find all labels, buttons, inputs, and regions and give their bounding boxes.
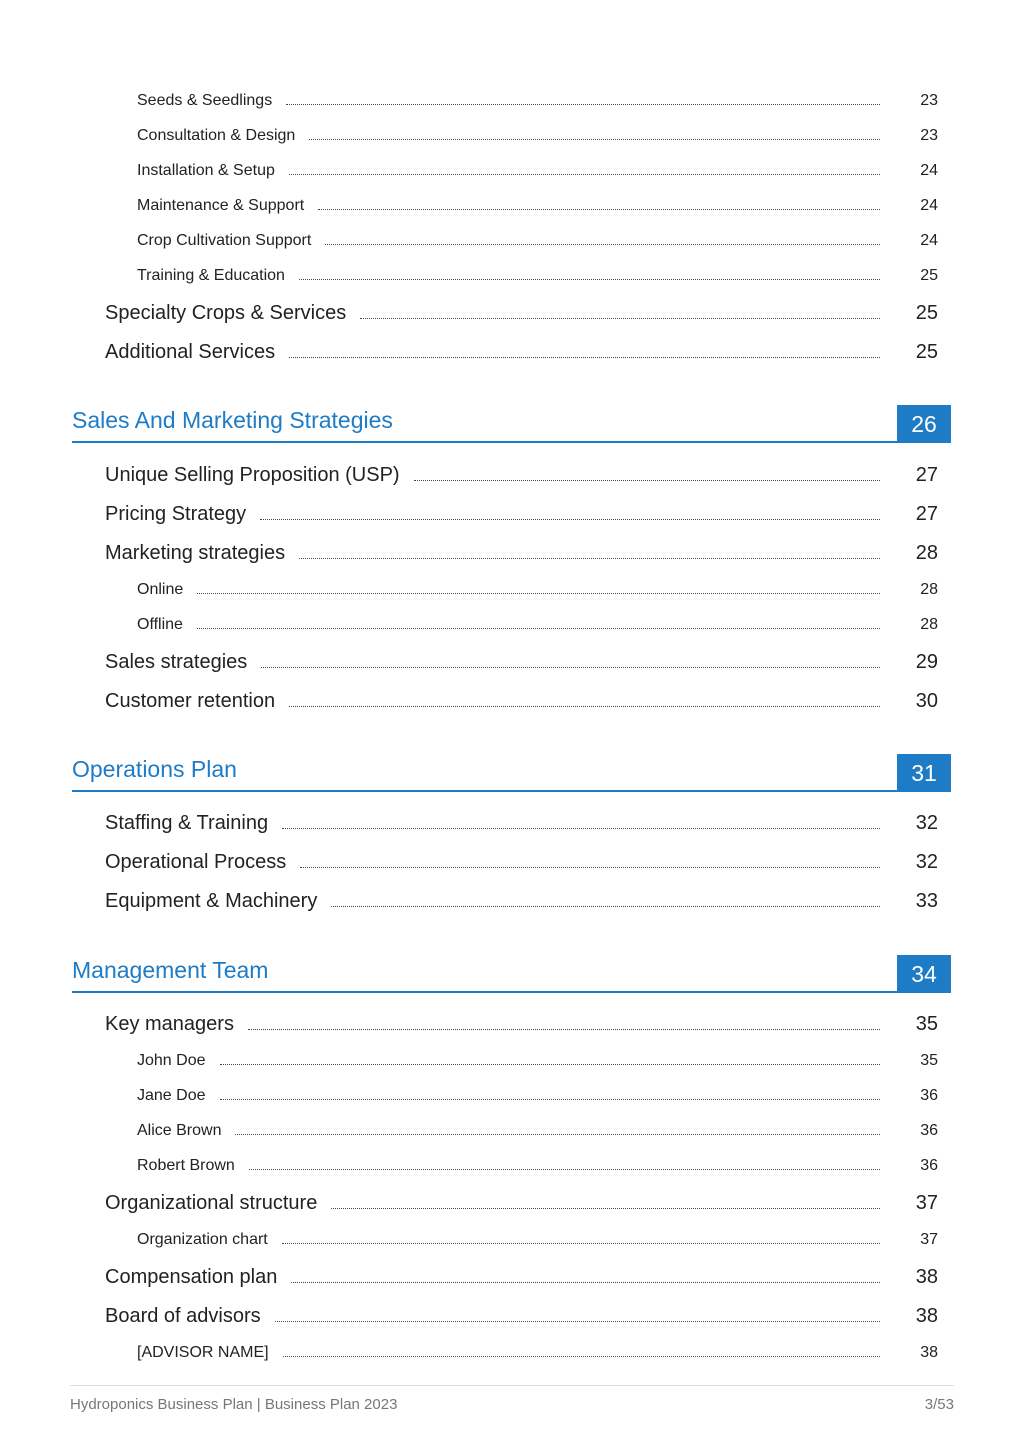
dot-leader <box>289 706 880 707</box>
toc-entry-maintenance-support[interactable] <box>137 197 954 215</box>
toc-entry-page: 28 <box>920 616 938 633</box>
toc-entry-page: 25 <box>915 302 938 324</box>
toc-entry-page: 28 <box>920 581 938 598</box>
toc-entry-label: Key managers <box>105 1013 234 1035</box>
toc-entry-organization-chart[interactable] <box>137 1231 954 1249</box>
toc-chapter-management-team[interactable] <box>72 953 951 993</box>
toc-entry-page: 37 <box>920 1231 938 1248</box>
footer-document-title: Hydroponics Business Plan | Business Plan 2023 <box>70 1396 398 1413</box>
toc-entry-page: 35 <box>920 1052 938 1069</box>
toc-entry-john-doe[interactable] <box>137 1052 954 1070</box>
dot-leader <box>331 1208 880 1209</box>
dot-leader <box>414 480 880 481</box>
toc-entry-page: 36 <box>920 1157 938 1174</box>
toc-chapter-page-badge: 31 <box>897 754 951 792</box>
toc-entry-offline[interactable] <box>137 616 954 634</box>
dot-leader <box>197 628 880 629</box>
page-footer <box>70 1385 954 1413</box>
toc-entry-label: Customer retention <box>105 690 276 712</box>
toc-entry-operational-process[interactable] <box>105 851 954 874</box>
toc-entry-key-managers[interactable] <box>105 1013 954 1036</box>
toc-entry-page: 38 <box>915 1305 938 1327</box>
toc-entry-alice-brown[interactable] <box>137 1122 954 1140</box>
dot-leader <box>360 318 880 319</box>
toc-entry-label: Staffing & Training <box>105 812 269 834</box>
toc-entry-label: Sales strategies <box>105 651 248 673</box>
toc-entry-installation-setup[interactable] <box>137 162 954 180</box>
toc-entry-label: Organizational structure <box>105 1192 318 1214</box>
toc-entry-page: 29 <box>915 651 938 673</box>
dot-leader <box>220 1064 881 1065</box>
toc-entry-page: 23 <box>920 92 938 109</box>
toc-entry-label: John Doe <box>137 1052 206 1069</box>
toc-entry-board-of-advisors[interactable] <box>105 1305 954 1328</box>
footer-page-number: 3/53 <box>924 1396 954 1413</box>
toc-entry-page: 37 <box>915 1192 938 1214</box>
toc-entry-page: 35 <box>915 1013 938 1035</box>
dot-leader <box>309 139 880 140</box>
toc-entry-organizational-structure[interactable] <box>105 1192 954 1215</box>
toc-entry-page: 25 <box>915 341 938 363</box>
toc-entry-label: Organization chart <box>137 1231 268 1248</box>
toc-entry-sales-strategies[interactable] <box>105 651 954 674</box>
dot-leader <box>220 1099 881 1100</box>
toc-entry-crop-cultivation-support[interactable] <box>137 232 954 250</box>
toc-entry-jane-doe[interactable] <box>137 1087 954 1105</box>
dot-leader <box>325 244 880 245</box>
dot-leader <box>282 828 880 829</box>
toc-entry-label: Seeds & Seedlings <box>137 92 273 109</box>
toc-entry-online[interactable] <box>137 581 954 599</box>
toc-entry-label: Specialty Crops & Services <box>105 302 347 324</box>
toc-entry-label: Additional Services <box>105 341 276 363</box>
toc-chapter-operations-plan[interactable] <box>72 752 951 792</box>
dot-leader <box>283 1356 880 1357</box>
toc-entry-label: Pricing Strategy <box>105 503 247 525</box>
toc-chapter-title: Management Team <box>72 957 269 983</box>
dot-leader <box>286 104 880 105</box>
toc-entry-page: 25 <box>920 267 938 284</box>
toc-entry-label: Marketing strategies <box>105 542 286 564</box>
dot-leader <box>299 558 880 559</box>
toc-entry-page: 28 <box>915 542 938 564</box>
toc-chapter-page-badge: 26 <box>897 405 951 443</box>
toc-entry-usp[interactable] <box>105 464 954 487</box>
toc-entry-label: Online <box>137 581 184 598</box>
toc-entry-consultation-design[interactable] <box>137 127 954 145</box>
toc-entry-page: 23 <box>920 127 938 144</box>
toc-entry-equipment-machinery[interactable] <box>105 890 954 913</box>
toc-entry-pricing-strategy[interactable] <box>105 503 954 526</box>
toc-entry-page: 36 <box>920 1122 938 1139</box>
toc-chapter-title: Operations Plan <box>72 756 237 782</box>
toc-entry-page: 27 <box>915 503 938 525</box>
toc-entry-page: 38 <box>920 1344 938 1361</box>
toc-entry-robert-brown[interactable] <box>137 1157 954 1175</box>
dot-leader <box>289 357 880 358</box>
dot-leader <box>261 667 880 668</box>
toc-entry-label: Unique Selling Proposition (USP) <box>105 464 400 486</box>
toc-entry-seeds-seedlings[interactable] <box>137 92 954 110</box>
toc-entry-label: Offline <box>137 616 183 633</box>
dot-leader <box>299 279 880 280</box>
dot-leader <box>248 1029 880 1030</box>
dot-leader <box>275 1321 880 1322</box>
toc-entry-additional-services[interactable] <box>105 341 954 364</box>
toc-entry-page: 32 <box>915 851 938 873</box>
toc-entry-label: Operational Process <box>105 851 287 873</box>
toc-entry-page: 24 <box>920 197 938 214</box>
toc-entry-label: Maintenance & Support <box>137 197 305 214</box>
toc-entry-page: 27 <box>915 464 938 486</box>
toc-entry-compensation-plan[interactable] <box>105 1266 954 1289</box>
toc-entry-marketing-strategies[interactable] <box>105 542 954 565</box>
toc-entry-training-education[interactable] <box>137 267 954 285</box>
toc-entry-label: Compensation plan <box>105 1266 278 1288</box>
dot-leader <box>197 593 880 594</box>
dot-leader <box>291 1282 880 1283</box>
dot-leader <box>249 1169 880 1170</box>
toc-entry-label: Jane Doe <box>137 1087 206 1104</box>
toc-chapter-title: Sales And Marketing Strategies <box>72 407 393 433</box>
toc-entry-label: Consultation & Design <box>137 127 296 144</box>
toc-entry-advisor-name[interactable] <box>137 1344 954 1362</box>
dot-leader <box>289 174 880 175</box>
toc-entry-customer-retention[interactable] <box>105 690 954 713</box>
toc-entry-label: Training & Education <box>137 267 285 284</box>
toc-entry-label: Installation & Setup <box>137 162 275 179</box>
toc-entry-page: 33 <box>915 890 938 912</box>
dot-leader <box>235 1134 880 1135</box>
dot-leader <box>331 906 880 907</box>
toc-entry-label: Robert Brown <box>137 1157 235 1174</box>
dot-leader <box>282 1243 880 1244</box>
toc-entry-staffing-training[interactable] <box>105 812 954 835</box>
dot-leader <box>260 519 880 520</box>
dot-leader <box>318 209 880 210</box>
toc-entry-page: 38 <box>915 1266 938 1288</box>
dot-leader <box>300 867 880 868</box>
toc-entry-label: [ADVISOR NAME] <box>137 1344 269 1361</box>
toc-chapter-sales-marketing[interactable] <box>72 403 951 443</box>
toc-entry-page: 24 <box>920 232 938 249</box>
toc-chapter-page-badge: 34 <box>897 955 951 993</box>
toc-entry-page: 30 <box>915 690 938 712</box>
toc-entry-label: Board of advisors <box>105 1305 261 1327</box>
toc-entry-page: 32 <box>915 812 938 834</box>
toc-entry-specialty-crops[interactable] <box>105 302 954 325</box>
toc-entry-label: Equipment & Machinery <box>105 890 318 912</box>
toc-entry-page: 24 <box>920 162 938 179</box>
toc-entry-label: Alice Brown <box>137 1122 222 1139</box>
toc-entry-page: 36 <box>920 1087 938 1104</box>
toc-entry-label: Crop Cultivation Support <box>137 232 312 249</box>
